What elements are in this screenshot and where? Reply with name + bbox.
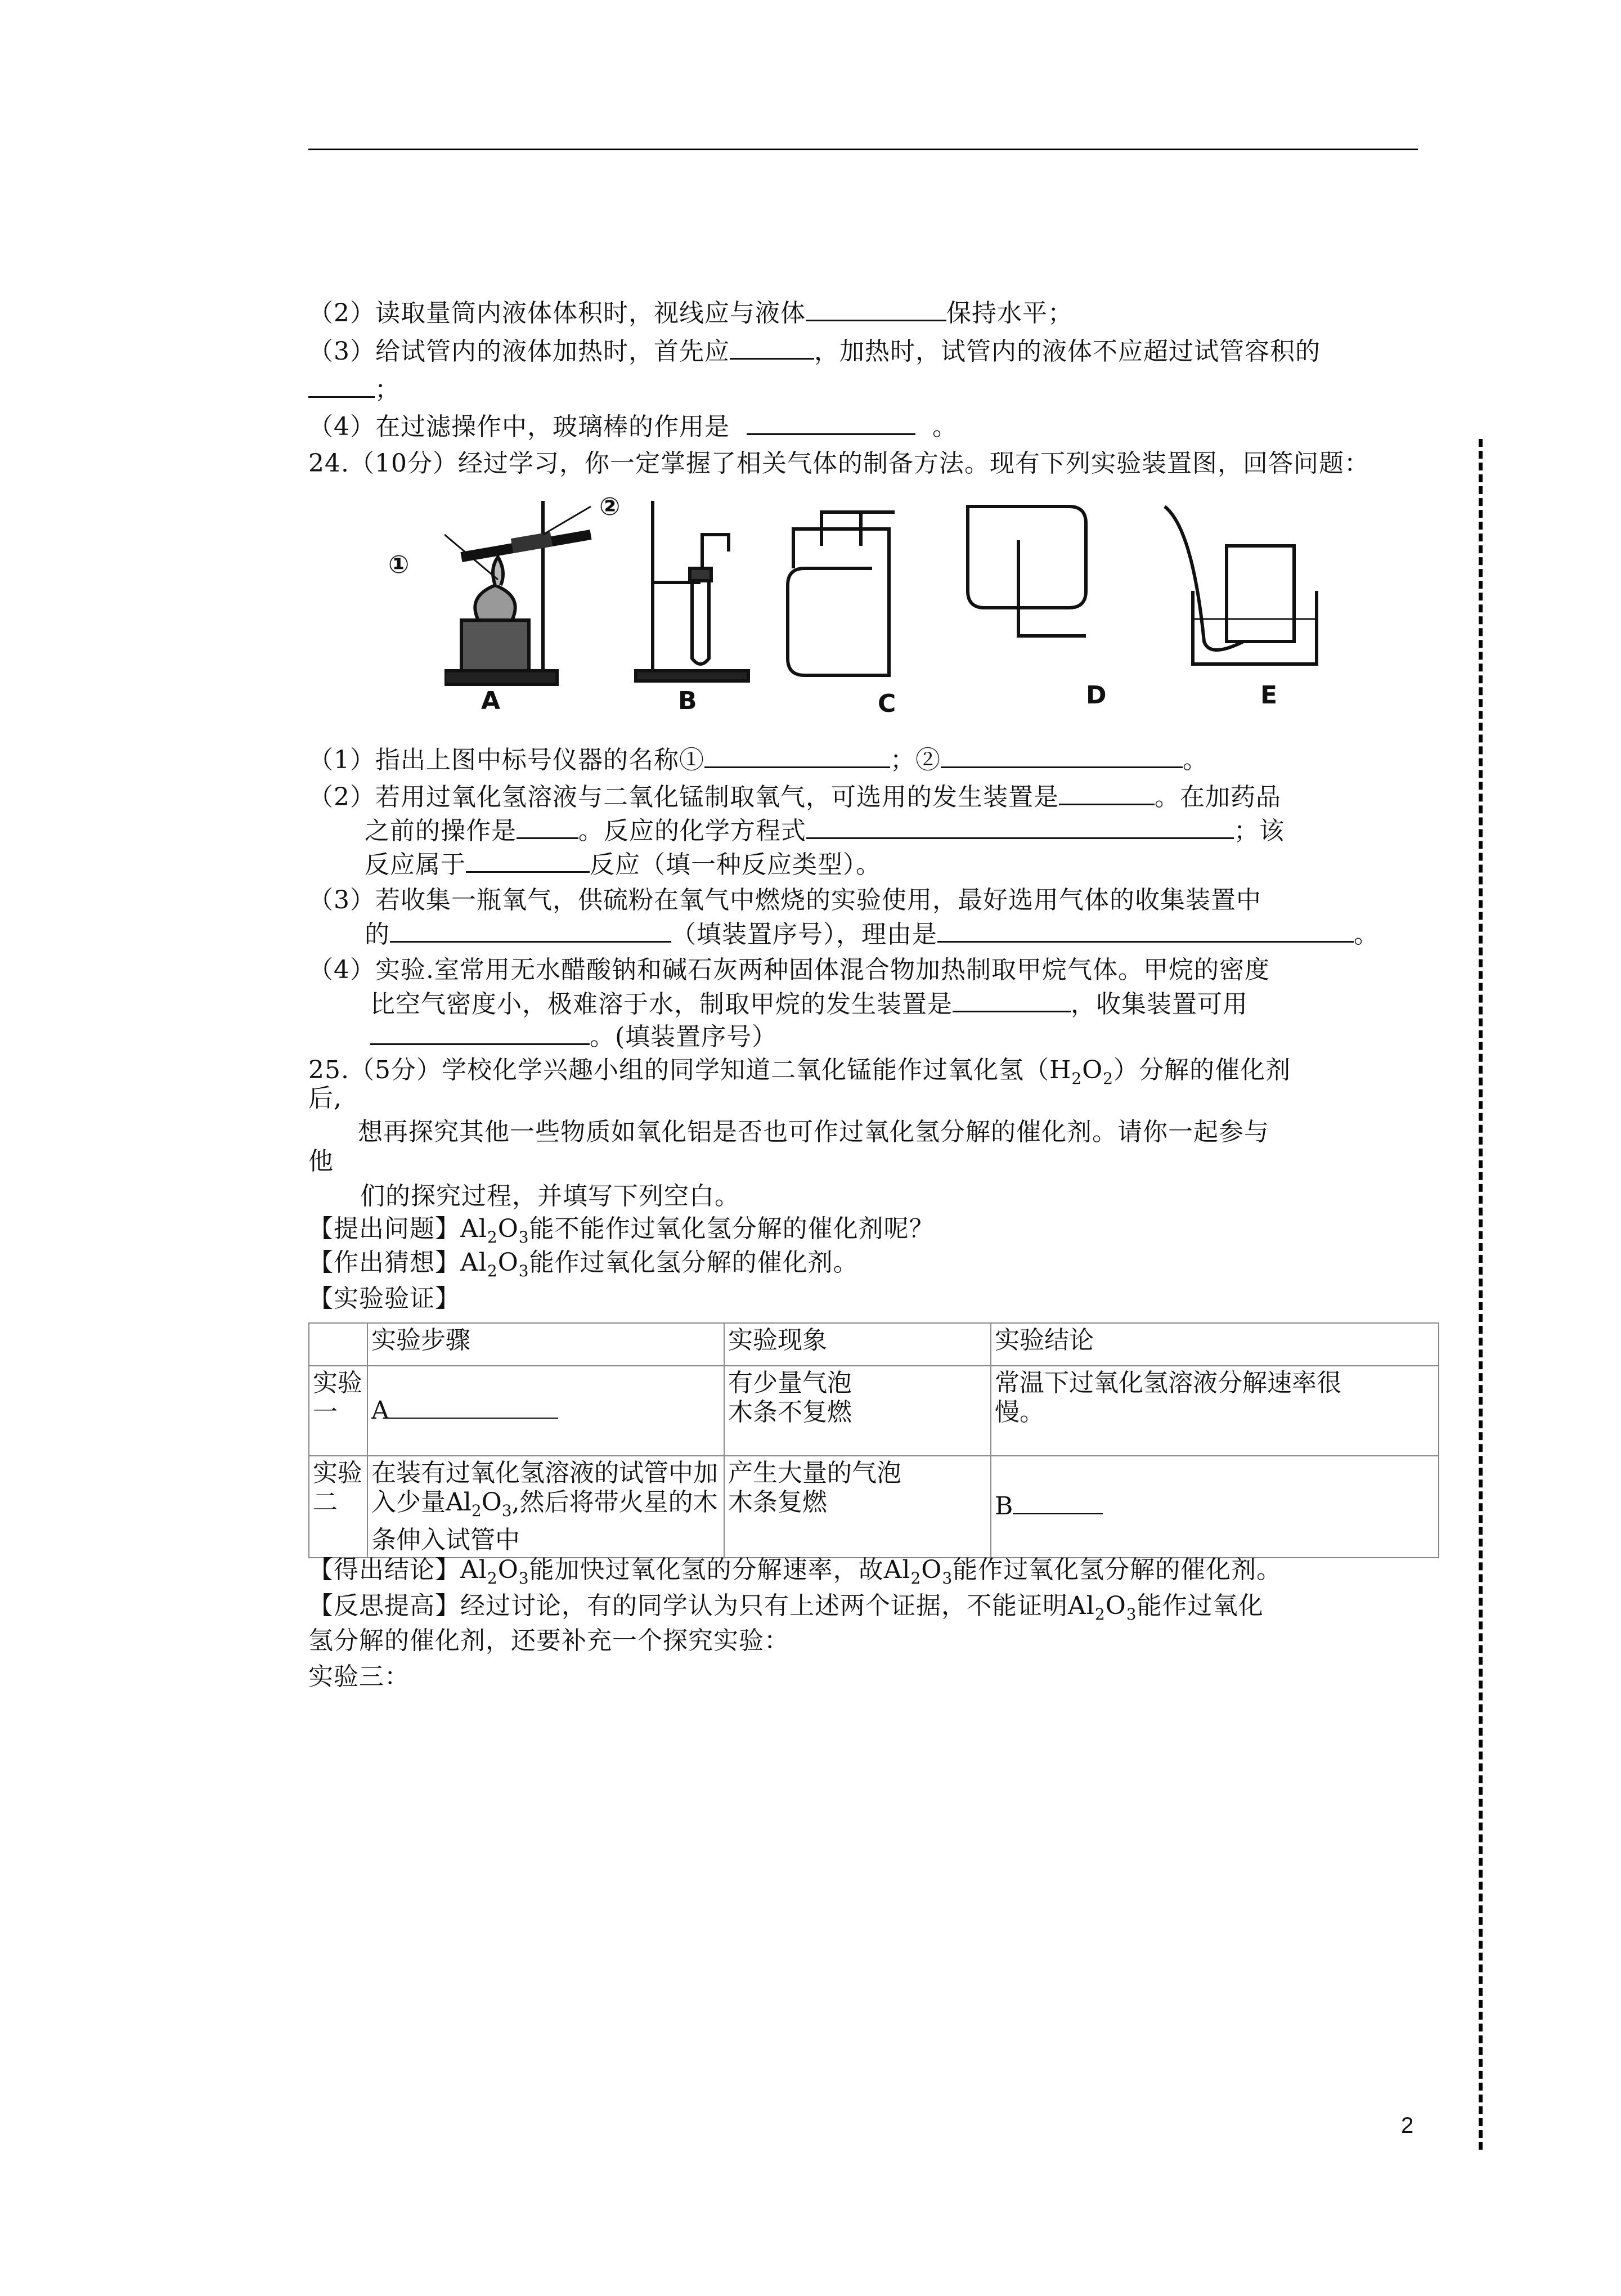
q24-part4-text-c: ，收集装置可用 [1071,990,1248,1019]
apparatus-figure [388,492,1418,732]
q25-reflect-a: 【反思提高】经过讨论，有的同学认为只有上述两个证据，不能证明Al [308,1591,1095,1620]
exp1-conclusion-cell [991,1366,1439,1456]
subscript: 3 [518,1227,529,1246]
q24-part2-text-f: 反应属于 [365,850,466,879]
q25-conclusion-d: O [921,1555,942,1584]
bottle-d [968,506,1086,608]
q25-reflect [308,1590,1264,1630]
apparatus-label-b: B [678,687,697,715]
exp1-phenomenon-cell [724,1366,991,1456]
answer-blank[interactable] [389,1397,558,1419]
subscript: 3 [518,1568,529,1588]
subscript: 3 [942,1568,953,1588]
q24-part4-line2 [370,988,1248,1020]
exp2-phenomenon-1: 产生大量的气泡 [728,1459,901,1487]
subscript: 2 [1103,1069,1114,1088]
alcohol-lamp [475,585,515,620]
q25-stem [308,1055,1291,1095]
exp2-conclusion-cell [991,1456,1439,1558]
subscript: 2 [1071,1069,1083,1088]
q23-part2-text-end: 保持水平； [946,299,1073,328]
clamp-a [512,539,551,546]
q23-part4-text: （4）在过滤操作中，玻璃棒的作用是 [308,412,730,441]
exp2-step-cell [367,1456,724,1558]
exp1-conclusion-1: 常温下过氧化氢溶液分解速率很 [995,1369,1341,1397]
apparatus-label-e: E [1260,681,1278,710]
q25-reflect-line2: 氢分解的催化剂，还要补充一个探究实验： [308,1626,789,1655]
q23-part3-text-b: ，加热时，试管内的液体不应超过试管容积的 [814,337,1321,366]
answer-blank[interactable] [517,815,578,839]
test-tube-b [692,580,709,664]
q25-conclusion-a: 【得出结论】Al [308,1555,487,1584]
q25-reflect-c: 能作过氧化 [1137,1591,1264,1620]
q23-part4 [308,411,958,443]
q24-part2-line3 [365,849,881,881]
exp1-step-cell [367,1366,724,1456]
exp2-phenomenon-cell [724,1456,991,1558]
q25-question-b: O [497,1214,519,1243]
experiment-table [308,1322,1439,1553]
table-header-step: 实验步骤 [367,1323,724,1366]
q24-stem: 24.（10分）经过学习，你一定掌握了相关气体的制备方法。现有下列实验装置图，回答问题： [308,449,1369,478]
q25-stem-text-a: 25.（5分）学校化学兴趣小组的同学知道二氧化锰能作过氧化氢（H [308,1056,1072,1084]
subscript: 2 [471,1501,482,1520]
header-rule [308,149,1418,150]
exp1-conclusion-2: 慢。 [995,1398,1044,1427]
exp1-phenomenon-1: 有少量气泡 [728,1369,852,1397]
delivery-tube-b [702,535,729,568]
q24-part3-line2 [365,918,1379,950]
answer-blank[interactable] [953,988,1071,1012]
exp2-step-1: 在装有过氧化氢溶液的试管中加 [371,1459,718,1487]
collecting-bottle-e [1227,546,1294,642]
q25-conclusion [308,1554,1282,1594]
q24-part4: （4）实验.室常用无水醋酸钠和碱石灰两种固体混合物加热制取甲烷气体。甲烷的密度 [308,956,1270,984]
stand-base-a [444,671,557,684]
q24-part4-text-b: 比空气密度小，极难溶于水，制取甲烷的发生装置是 [370,990,953,1019]
q24-part3-text-d: 。 [1354,920,1379,949]
exp1-step-label: A [371,1396,389,1425]
q25-line2: 想再探究其他一些物质如氧化铝是否也可作过氧化氢分解的催化剂。请你一起参与 [358,1118,1269,1146]
stand-base-b [636,671,748,681]
answer-blank[interactable] [1013,1493,1103,1514]
exp2-conclusion-label: B [995,1492,1013,1521]
answer-blank[interactable] [370,1021,590,1045]
q25-verify-heading: 【实验验证】 [308,1284,460,1313]
q23-part3-text: （3）给试管内的液体加热时，首先应 [308,337,730,366]
answer-blank[interactable] [390,918,671,943]
binding-dashed-line [1479,439,1483,2150]
answer-blank[interactable] [466,849,590,873]
table-row [309,1366,1439,1456]
q23-part2-text: （2）读取量筒内液体体积时，视线应与液体 [308,299,806,328]
q25-guess-b: O [497,1248,519,1277]
answer-blank[interactable] [747,411,915,435]
row-label-exp2: 实验二 [309,1456,367,1558]
table-row [309,1456,1439,1558]
page-number: 2 [1401,2113,1414,2138]
exp2-step-2b: O [481,1488,502,1517]
q24-part2 [308,781,1281,813]
q25-conclusion-c: 能加快过氧化氢的分解速率，故Al [529,1555,911,1584]
q25-guess-a: 【作出猜想】Al [308,1248,487,1277]
exp2-step-2a: 入少量Al [371,1488,472,1517]
q25-experiment-3: 实验三： [308,1662,410,1691]
answer-blank[interactable] [1059,781,1155,805]
subscript: 2 [487,1227,498,1246]
q23-part2 [308,297,1073,329]
subscript: 2 [1094,1604,1106,1624]
answer-blank[interactable] [308,374,375,398]
subscript: 3 [1126,1604,1137,1624]
tube-d [1018,540,1086,636]
q25-guess [308,1247,859,1287]
answer-blank[interactable] [941,744,1183,768]
q24-part2-text-c: 之前的操作是 [365,817,517,845]
q24-part2-text-d: 。反应的化学方程式 [578,817,806,845]
q25-question-c: 能不能作过氧化氢分解的催化剂呢？ [529,1214,935,1243]
leader-line-2 [543,506,591,535]
q24-part2-text-e: ；该 [1234,817,1285,845]
answer-blank[interactable] [704,744,890,768]
exp2-step-2 [371,1488,720,1526]
stopper-b [690,568,711,581]
answer-blank[interactable] [937,918,1354,943]
q23-part3-text-c: ； [375,375,400,404]
q23-part3 [308,335,1321,367]
subscript: 2 [487,1261,498,1280]
q24-part1-text: （1）指出上图中标号仪器的名称① [308,746,704,774]
q24-part1-text-c: 。 [1183,746,1208,774]
q25-conclusion-e: 能作过氧化氢分解的催化剂。 [953,1555,1282,1584]
q24-part2-text-b: 。在加药品 [1155,783,1281,811]
row-label-exp1: 实验一 [309,1366,367,1456]
q25-question-a: 【提出问题】Al [308,1214,487,1243]
trough-e [1193,591,1317,664]
apparatus-label-c: C [878,689,896,718]
q25-line2-end: 他 [308,1147,334,1176]
q24-part2-text: （2）若用过氧化氢溶液与二氧化锰制取氧气，可选用的发生装置是 [308,783,1059,811]
q24-part2-text-g: 反应（填一种反应类型）。 [590,850,881,879]
q25-stem-end: 后, [308,1084,342,1113]
answer-blank[interactable] [806,297,946,321]
table-header-phenomenon: 实验现象 [724,1323,991,1366]
q25-conclusion-b: O [497,1555,519,1584]
lamp-block-a [461,620,529,671]
exp2-step-2c: ,然后将带火星的木 [511,1488,718,1517]
tube-e [1165,506,1243,650]
q24-part2-line2 [365,815,1285,847]
subscript: 3 [501,1501,512,1520]
apparatus-label-d: D [1086,681,1107,710]
q24-part1-text-b: ；② [890,746,941,774]
q25-stem-text-b: O [1082,1056,1103,1084]
lamp-flame [493,557,503,585]
exp2-phenomenon-2: 木条复燃 [728,1488,827,1517]
q23-part3-cont [308,374,400,406]
subscript: 2 [487,1568,498,1588]
marker-1: ① [388,550,410,579]
q25-reflect-b: O [1105,1591,1126,1620]
exp2-step-3: 条伸入试管中 [371,1525,520,1554]
table-header-row [309,1323,1439,1366]
table-header-conclusion: 实验结论 [991,1323,1439,1366]
subscript: 3 [518,1261,529,1280]
q25-guess-c: 能作过氧化氢分解的催化剂。 [529,1248,859,1277]
apparatus-label-a: A [481,687,501,715]
exp1-phenomenon-2: 木条不复燃 [728,1398,852,1427]
q24-part1 [308,744,1208,776]
table-corner-cell [309,1323,367,1366]
q24-part3: （3）若收集一瓶氧气，供硫粉在氧气中燃烧的实验使用，最好选用气体的收集装置中 [308,886,1261,914]
marker-2: ② [599,492,621,521]
q24-part3-text-b: 的 [365,920,390,949]
q25-stem-text-c: ）分解的催化剂 [1113,1056,1291,1084]
q25-line3: 们的探究过程，并填写下列空白。 [360,1182,740,1210]
subscript: 2 [910,1568,922,1588]
q24-part4-text-d: 。(填装置序号） [590,1023,778,1051]
q23-part4-text-end: 。 [932,412,958,441]
q24-part4-line3 [370,1021,777,1053]
q24-part3-text-c: （填装置序号），理由是 [671,920,937,949]
bottle-c-outline [788,529,889,675]
answer-blank[interactable] [730,335,814,360]
answer-blank[interactable] [806,815,1234,839]
